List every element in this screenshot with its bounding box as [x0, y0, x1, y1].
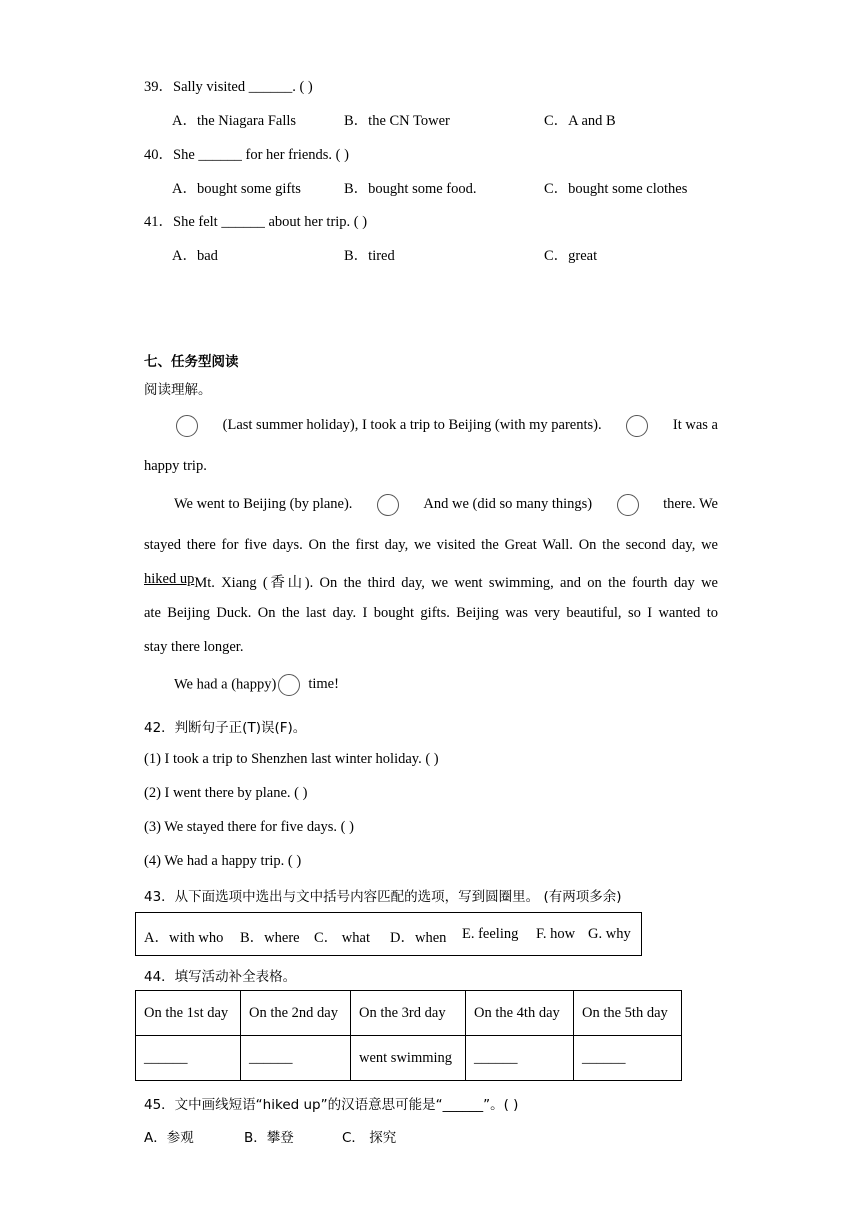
section-subtitle: 阅读理解。 [144, 382, 212, 398]
passage-line [144, 494, 718, 516]
match-option: A．with who [144, 930, 224, 946]
match-option: G. why [588, 926, 631, 942]
option-a: A．the Niagara Falls [172, 113, 297, 129]
match-option: B．where [240, 930, 300, 946]
tf-item: (1) I took a trip to Shenzhen last winter holiday. ( ) [144, 751, 439, 767]
option-c: C． 探究 [342, 1130, 397, 1146]
passage-text: It was a [672, 417, 718, 433]
question-41 [144, 210, 367, 231]
passage-text: Mt. Xiang (香山). On the third day, we went swimming, and on the fourth day we [194, 575, 718, 591]
table-row [136, 1036, 682, 1081]
question-43-title: 43．从下面选项中选出与文中括号内容匹配的选项，写到圆圈里。 (有两项多余) [144, 889, 622, 905]
passage-text: stayed there for five days. On the first day, we visited the Great Wall. On the second day, we [144, 537, 718, 553]
match-option: D．when [390, 930, 447, 946]
option-b: B．bought some food. [344, 181, 477, 197]
answer-circle[interactable] [377, 494, 399, 516]
question-text: Sally visited ______. ( ) [173, 79, 313, 95]
question-39 [144, 75, 313, 96]
option-b: B．tired [344, 248, 395, 264]
tf-item: (3) We stayed there for five days. ( ) [144, 819, 354, 835]
options-box [135, 912, 642, 956]
passage-text: ate Beijing Duck. On the last day. I bought gifts. Beijing was very beautiful, so I wanted to [144, 605, 718, 621]
match-option: F. how [536, 926, 576, 942]
table-cell-blank[interactable]: ______ [574, 1036, 682, 1081]
section-title: 七、任务型阅读 [144, 354, 239, 370]
passage-line [144, 571, 718, 592]
activity-table [135, 990, 682, 1081]
answer-circle[interactable] [278, 674, 300, 696]
tf-item: (4) We had a happy trip. ( ) [144, 853, 302, 869]
option-a: A．bought some gifts [172, 181, 301, 197]
answer-circle[interactable] [617, 494, 639, 516]
table-cell: went swimming [351, 1036, 466, 1081]
table-header: On the 1st day [136, 991, 241, 1036]
option-c: C．great [544, 248, 598, 264]
match-option: E. feeling [462, 926, 519, 942]
table-cell-blank[interactable]: ______ [466, 1036, 574, 1081]
passage-text: time! [308, 676, 339, 693]
table-header: On the 5th day [574, 991, 682, 1036]
option-c: C．bought some clothes [544, 181, 688, 197]
table-cell-blank[interactable]: ______ [136, 1036, 241, 1081]
passage-text: We had a (happy) [174, 676, 277, 693]
underlined-phrase: hiked up [144, 571, 195, 587]
table-header: On the 2nd day [241, 991, 351, 1036]
passage-text: We went to Beijing (by plane). [174, 496, 353, 512]
passage-line [174, 674, 339, 696]
question-44-title: 44．填写活动补全表格。 [144, 969, 297, 985]
option-a: A．参观 [144, 1130, 194, 1146]
table-header: On the 4th day [466, 991, 574, 1036]
tf-item: (2) I went there by plane. ( ) [144, 785, 308, 801]
passage-text: happy trip. [144, 458, 207, 474]
passage-text: (Last summer holiday), I took a trip to Beijing (with my parents). [222, 417, 602, 433]
passage-text: stay there longer. [144, 639, 244, 655]
question-45-title: 45．文中画线短语“hiked up”的汉语意思可能是“______”。( ) [144, 1097, 519, 1113]
question-text: She ______ for her friends. ( ) [173, 147, 349, 163]
table-header: On the 3rd day [351, 991, 466, 1036]
answer-circle[interactable] [176, 415, 198, 437]
table-header-row [136, 991, 682, 1036]
option-b: B．攀登 [244, 1130, 294, 1146]
question-number: 39． [144, 79, 173, 95]
passage-text: And we (did so many things) [423, 496, 593, 512]
match-option: C． what [314, 930, 370, 946]
option-b: B．the CN Tower [344, 113, 450, 129]
option-a: A．bad [172, 248, 218, 264]
passage-line [144, 415, 718, 437]
option-c: C．A and B [544, 113, 616, 129]
question-number: 41． [144, 214, 173, 230]
question-42-title: 42．判断句子正(T)误(F)。 [144, 720, 307, 736]
question-text: She felt ______ about her trip. ( ) [173, 214, 368, 230]
passage-text: there. We [663, 496, 718, 512]
answer-circle[interactable] [626, 415, 648, 437]
table-cell-blank[interactable]: ______ [241, 1036, 351, 1081]
question-number: 40． [144, 147, 173, 163]
question-40 [144, 143, 349, 164]
